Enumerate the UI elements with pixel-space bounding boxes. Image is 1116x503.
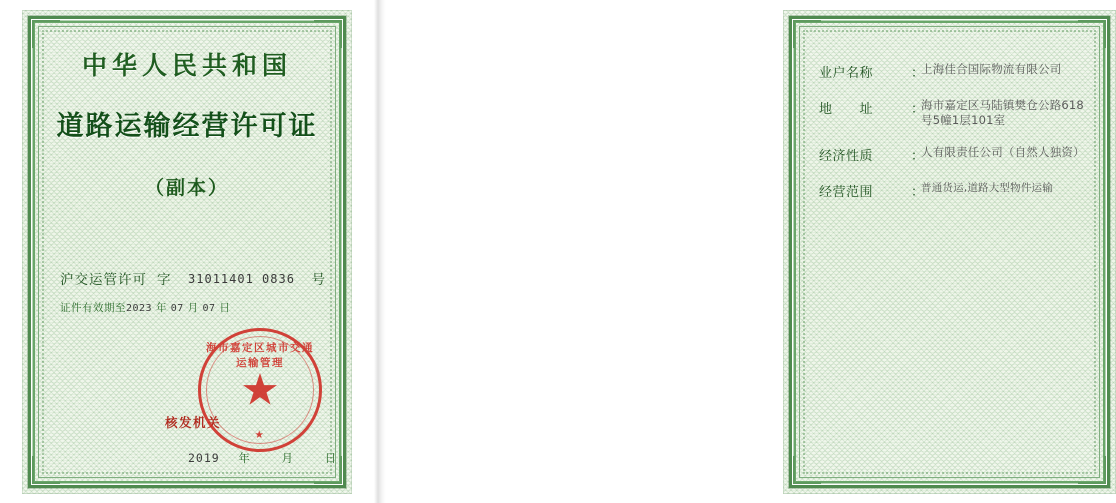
business-name-value: 上海佳合国际物流有限公司: [921, 62, 1062, 76]
right-certificate-panel: [783, 10, 1116, 494]
license-number-value: 31011401 0836: [188, 272, 295, 286]
license-suffix-label: 号: [311, 272, 326, 288]
seal-top-text: 海市嘉定区城市交通运输管理: [206, 342, 314, 369]
business-scope-colon: ：: [911, 185, 925, 200]
economic-nature-label: 经济性质: [819, 149, 874, 164]
field-row-address: [819, 98, 1092, 128]
copy-type-label: （副本）: [144, 177, 229, 199]
business-scope-label: 经营范围: [819, 185, 874, 200]
address-label: 地 址: [819, 102, 874, 117]
left-page-titles: [50, 46, 324, 200]
business-name-colon: ：: [911, 66, 925, 81]
issuer-label: 核发机关: [164, 415, 221, 430]
issue-date-row: [60, 450, 338, 466]
corner-ornament-bottom-right-right-page: [1078, 456, 1106, 484]
validity-year-unit: 年: [155, 302, 167, 314]
left-certificate-panel: [22, 10, 352, 494]
field-row-business-name: [819, 62, 1092, 81]
business-name-label: 业户名称: [819, 66, 874, 81]
star-icon: [243, 373, 277, 407]
validity-year-value: 2023: [126, 303, 153, 314]
validity-day-value: 07: [202, 303, 216, 314]
license-prefix-label: 沪交运管许可: [60, 272, 147, 288]
field-row-economic-nature: [819, 145, 1092, 164]
economic-nature-value: 人有限责任公司（自然人独资）: [921, 145, 1085, 159]
validity-day-unit: 日: [219, 302, 231, 314]
address-colon: ：: [911, 102, 925, 117]
country-title: 中华人民共和国: [81, 51, 292, 80]
official-seal-stamp: [198, 328, 322, 452]
corner-ornament-bottom-left: [32, 456, 60, 484]
license-word-label: 字: [157, 272, 172, 288]
issue-month-unit: 月: [281, 451, 295, 465]
validity-month-value: 07: [170, 303, 184, 314]
issue-year-value: 2019: [188, 451, 220, 465]
corner-ornament-bottom-left-right-page: [793, 456, 821, 484]
left-page: [0, 0, 380, 503]
issue-year-unit: 年: [238, 451, 251, 465]
corner-ornament-top-left-right-page: [793, 20, 821, 48]
validity-row: [60, 300, 326, 315]
right-page: [380, 0, 1085, 503]
license-number-row: [60, 268, 326, 288]
business-scope-value: 普通货运,道路大型物件运输: [921, 182, 1053, 194]
corner-ornament-top-right-right-page: [1078, 20, 1106, 48]
corner-ornament-top-left: [32, 20, 60, 48]
address-value: 海市嘉定区马陆镇樊仓公路618号5幢1层101室: [921, 98, 1084, 127]
page-title: 道路运输经营许可证: [56, 111, 318, 142]
seal-bottom-text: ★: [254, 429, 266, 441]
field-row-business-scope: [819, 181, 1092, 200]
business-info-fields: [819, 62, 1092, 217]
economic-nature-colon: ：: [911, 149, 925, 164]
issue-day-unit: 日: [324, 451, 338, 465]
validity-label: 证件有效期至: [60, 302, 126, 314]
corner-ornament-top-right: [314, 20, 342, 48]
validity-month-unit: 月: [187, 302, 199, 314]
